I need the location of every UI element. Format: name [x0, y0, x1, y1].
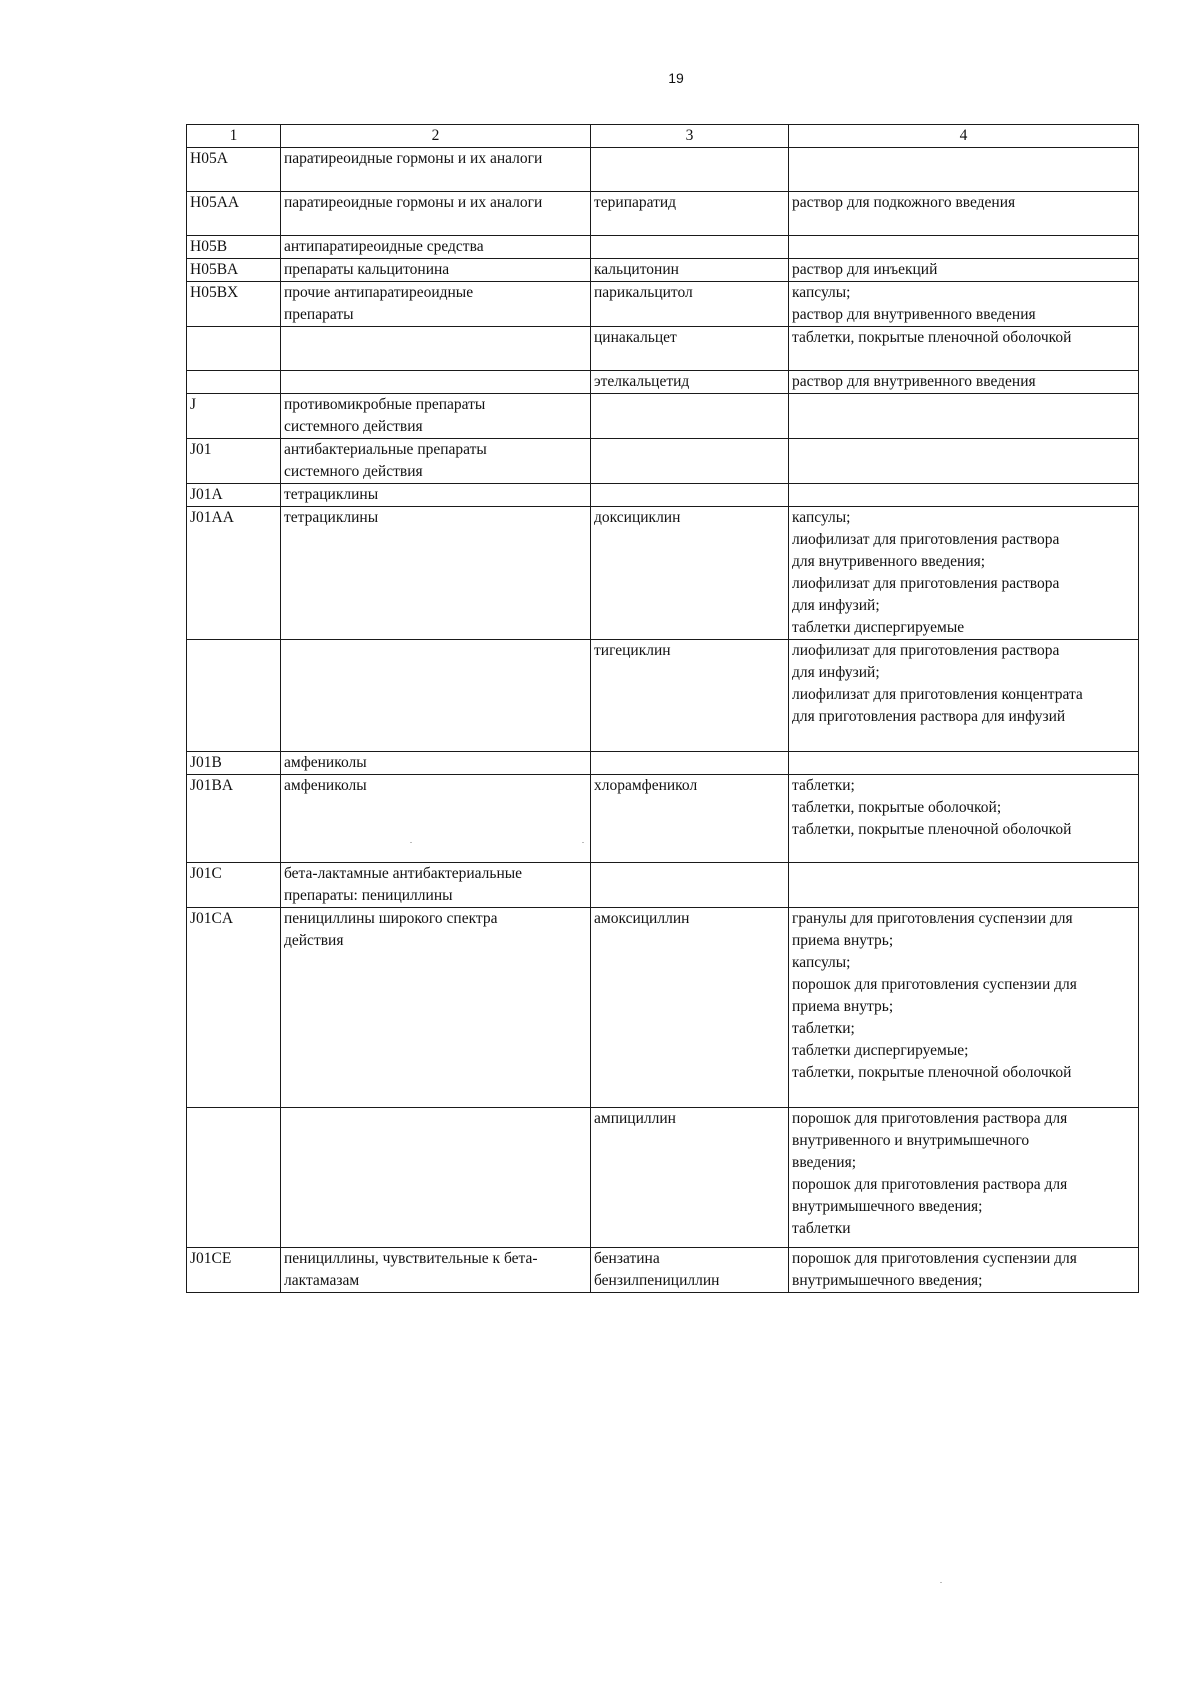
cell-line: противомикробные препараты	[284, 396, 486, 413]
table-cell-code	[187, 752, 281, 775]
scan-speck	[410, 842, 412, 843]
table-row	[187, 1248, 1139, 1293]
cell-line: таблетки, покрытые пленочной оболочкой	[792, 1064, 1072, 1081]
table-cell-drug	[591, 394, 789, 439]
table-cell-code	[187, 192, 281, 236]
table-cell-form	[789, 507, 1139, 640]
table-cell-form	[789, 259, 1139, 282]
cell-line: капсулы;	[792, 509, 851, 526]
table-cell-group	[281, 752, 591, 775]
table-row	[187, 236, 1139, 259]
table-cell-drug	[591, 148, 789, 192]
cell-line: амфениколы	[284, 777, 367, 794]
cell-line: лиофилизат для приготовления концентрата	[792, 686, 1083, 703]
table-cell-form	[789, 640, 1139, 752]
cell-line: паратиреоидные гормоны и их аналоги	[284, 194, 543, 211]
table-cell-code	[187, 236, 281, 259]
table-row	[187, 371, 1139, 394]
table-cell-group	[281, 507, 591, 640]
table-header-row	[187, 125, 1139, 148]
table-cell-group	[281, 192, 591, 236]
table-cell-group	[281, 282, 591, 327]
table-row	[187, 282, 1139, 327]
table-body	[187, 148, 1139, 1293]
table-row	[187, 775, 1139, 863]
table-cell-code	[187, 507, 281, 640]
cell-line: бензатина	[594, 1250, 660, 1267]
cell-line: системного действия	[284, 463, 423, 480]
table-cell-code	[187, 327, 281, 371]
table-cell-form	[789, 908, 1139, 1108]
cell-line: гранулы для приготовления суспензии для	[792, 910, 1073, 927]
cell-line: таблетки;	[792, 777, 855, 794]
cell-line: паратиреоидные гормоны и их аналоги	[284, 150, 543, 167]
cell-line: раствор для внутривенного введения	[792, 373, 1036, 390]
drug-table	[186, 124, 1139, 1293]
table-cell-group	[281, 1248, 591, 1293]
cell-line: для инфузий;	[792, 664, 880, 681]
table-cell-form	[789, 484, 1139, 507]
table-row	[187, 1108, 1139, 1248]
table-cell-form	[789, 863, 1139, 908]
table-cell-code	[187, 148, 281, 192]
table-cell-drug	[591, 192, 789, 236]
table-cell-form	[789, 775, 1139, 863]
cell-line: лактамазам	[284, 1272, 360, 1289]
table-cell-drug	[591, 908, 789, 1108]
table-cell-drug	[591, 371, 789, 394]
cell-line: кальцитонин	[594, 261, 679, 278]
table-cell-group	[281, 259, 591, 282]
table-cell-drug	[591, 752, 789, 775]
table-row	[187, 507, 1139, 640]
cell-line: цинакальцет	[594, 329, 677, 346]
cell-text: H05BA	[190, 261, 239, 278]
cell-line: внутримышечного введения;	[792, 1272, 983, 1289]
table-cell-group	[281, 640, 591, 752]
column-header-group: 2	[281, 125, 591, 148]
cell-line: амоксициллин	[594, 910, 690, 927]
cell-line: таблетки, покрытые оболочкой;	[792, 799, 1002, 816]
table-row	[187, 752, 1139, 775]
cell-line: тетрациклины	[284, 486, 379, 503]
table-cell-group	[281, 1108, 591, 1248]
cell-line: капсулы;	[792, 284, 851, 301]
table-cell-drug	[591, 640, 789, 752]
cell-line: антибактериальные препараты	[284, 441, 487, 458]
cell-text: J	[190, 396, 197, 413]
scan-speck	[940, 1582, 942, 1583]
column-header-code: 1	[187, 125, 281, 148]
cell-line: раствор для инъекций	[792, 261, 938, 278]
cell-line: парикальцитол	[594, 284, 693, 301]
table-cell-drug	[591, 327, 789, 371]
scan-speck	[582, 842, 584, 843]
cell-line: пенициллины широкого спектра	[284, 910, 498, 927]
cell-line: пенициллины, чувствительные к бета-	[284, 1250, 538, 1267]
table-cell-form	[789, 148, 1139, 192]
table-cell-drug	[591, 236, 789, 259]
cell-line: раствор для внутривенного введения	[792, 306, 1036, 323]
table-cell-group	[281, 236, 591, 259]
table-cell-group	[281, 327, 591, 371]
cell-line: бета-лактамные антибактериальные	[284, 865, 523, 882]
cell-text: J01CA	[190, 910, 234, 927]
table-cell-form	[789, 282, 1139, 327]
cell-line: бензилпенициллин	[594, 1272, 720, 1289]
table-cell-group	[281, 484, 591, 507]
table-cell-drug	[591, 439, 789, 484]
cell-line: раствор для подкожного введения	[792, 194, 1016, 211]
cell-text: J01A	[190, 486, 223, 503]
cell-line: введения;	[792, 1154, 857, 1171]
cell-line: антипаратиреоидные средства	[284, 238, 484, 255]
cell-line: препараты: пенициллины	[284, 887, 453, 904]
cell-line: внутримышечного введения;	[792, 1198, 983, 1215]
cell-line: прочие антипаратиреоидные	[284, 284, 474, 301]
cell-line: лиофилизат для приготовления раствора	[792, 642, 1060, 659]
table-cell-code	[187, 259, 281, 282]
cell-line: внутривенного и внутримышечного	[792, 1132, 1030, 1149]
cell-text: H05AA	[190, 194, 240, 211]
cell-line: таблетки диспергируемые	[792, 619, 965, 636]
table-cell-drug	[591, 1248, 789, 1293]
table-cell-drug	[591, 507, 789, 640]
table-cell-code	[187, 863, 281, 908]
cell-line: приема внутрь;	[792, 998, 894, 1015]
cell-text: J01BA	[190, 777, 234, 794]
cell-line: лиофилизат для приготовления раствора	[792, 575, 1060, 592]
table-cell-group	[281, 394, 591, 439]
cell-line: тигециклин	[594, 642, 671, 659]
cell-line: амфениколы	[284, 754, 367, 771]
cell-line: хлорамфеникол	[594, 777, 698, 794]
table-cell-group	[281, 148, 591, 192]
table-cell-form	[789, 192, 1139, 236]
table-row	[187, 640, 1139, 752]
cell-text: J01	[190, 441, 212, 458]
table-cell-form	[789, 394, 1139, 439]
table-cell-form	[789, 236, 1139, 259]
cell-text: J01C	[190, 865, 222, 882]
table-cell-drug	[591, 484, 789, 507]
table-cell-form	[789, 752, 1139, 775]
cell-line: доксициклин	[594, 509, 681, 526]
cell-line: лиофилизат для приготовления раствора	[792, 531, 1060, 548]
column-header-form: 4	[789, 125, 1139, 148]
cell-line: этелкальцетид	[594, 373, 690, 390]
table-cell-code	[187, 640, 281, 752]
table-cell-code	[187, 394, 281, 439]
cell-line: приема внутрь;	[792, 932, 894, 949]
table-cell-form	[789, 1108, 1139, 1248]
column-header-drug: 3	[591, 125, 789, 148]
cell-line: порошок для приготовления суспензии для	[792, 976, 1077, 993]
table-cell-group	[281, 863, 591, 908]
cell-text: J01B	[190, 754, 222, 771]
table-cell-code	[187, 1108, 281, 1248]
cell-line: препараты кальцитонина	[284, 261, 450, 278]
table-row	[187, 908, 1139, 1108]
table-cell-code	[187, 484, 281, 507]
cell-line: тетрациклины	[284, 509, 379, 526]
page-number: 19	[668, 70, 684, 86]
cell-line: для инфузий;	[792, 597, 880, 614]
table-cell-drug	[591, 282, 789, 327]
cell-line: таблетки, покрытые пленочной оболочкой	[792, 821, 1072, 838]
table-cell-drug	[591, 863, 789, 908]
table-cell-code	[187, 1248, 281, 1293]
cell-line: порошок для приготовления суспензии для	[792, 1250, 1077, 1267]
cell-line: таблетки;	[792, 1020, 855, 1037]
table-cell-group	[281, 775, 591, 863]
cell-line: для приготовления раствора для инфузий	[792, 708, 1066, 725]
table-row	[187, 259, 1139, 282]
cell-line: терипаратид	[594, 194, 677, 211]
cell-line: системного действия	[284, 418, 423, 435]
cell-text: J01AA	[190, 509, 234, 526]
cell-line: порошок для приготовления раствора для	[792, 1110, 1068, 1127]
table-cell-form	[789, 439, 1139, 484]
table-row	[187, 327, 1139, 371]
cell-text: H05BX	[190, 284, 239, 301]
table-cell-drug	[591, 775, 789, 863]
table-cell-form	[789, 1248, 1139, 1293]
cell-line: порошок для приготовления раствора для	[792, 1176, 1068, 1193]
table-row	[187, 394, 1139, 439]
table-row	[187, 484, 1139, 507]
table-cell-drug	[591, 259, 789, 282]
cell-line: действия	[284, 932, 344, 949]
table-cell-code	[187, 908, 281, 1108]
cell-line: таблетки	[792, 1220, 851, 1237]
table-cell-code	[187, 371, 281, 394]
cell-text: H05A	[190, 150, 228, 167]
table-cell-code	[187, 282, 281, 327]
table-cell-code	[187, 439, 281, 484]
table-row	[187, 863, 1139, 908]
cell-line: капсулы;	[792, 954, 851, 971]
cell-line: препараты	[284, 306, 354, 323]
table-cell-group	[281, 908, 591, 1108]
table-cell-form	[789, 371, 1139, 394]
table-row	[187, 192, 1139, 236]
table-row	[187, 148, 1139, 192]
table-row	[187, 439, 1139, 484]
table-cell-group	[281, 439, 591, 484]
cell-text: H05B	[190, 238, 228, 255]
table-cell-code	[187, 775, 281, 863]
cell-line: таблетки диспергируемые;	[792, 1042, 969, 1059]
cell-line: ампициллин	[594, 1110, 676, 1127]
table-cell-drug	[591, 1108, 789, 1248]
table-cell-form	[789, 327, 1139, 371]
table-cell-group	[281, 371, 591, 394]
cell-line: таблетки, покрытые пленочной оболочкой	[792, 329, 1072, 346]
cell-line: для внутривенного введения;	[792, 553, 986, 570]
cell-text: J01CE	[190, 1250, 232, 1267]
